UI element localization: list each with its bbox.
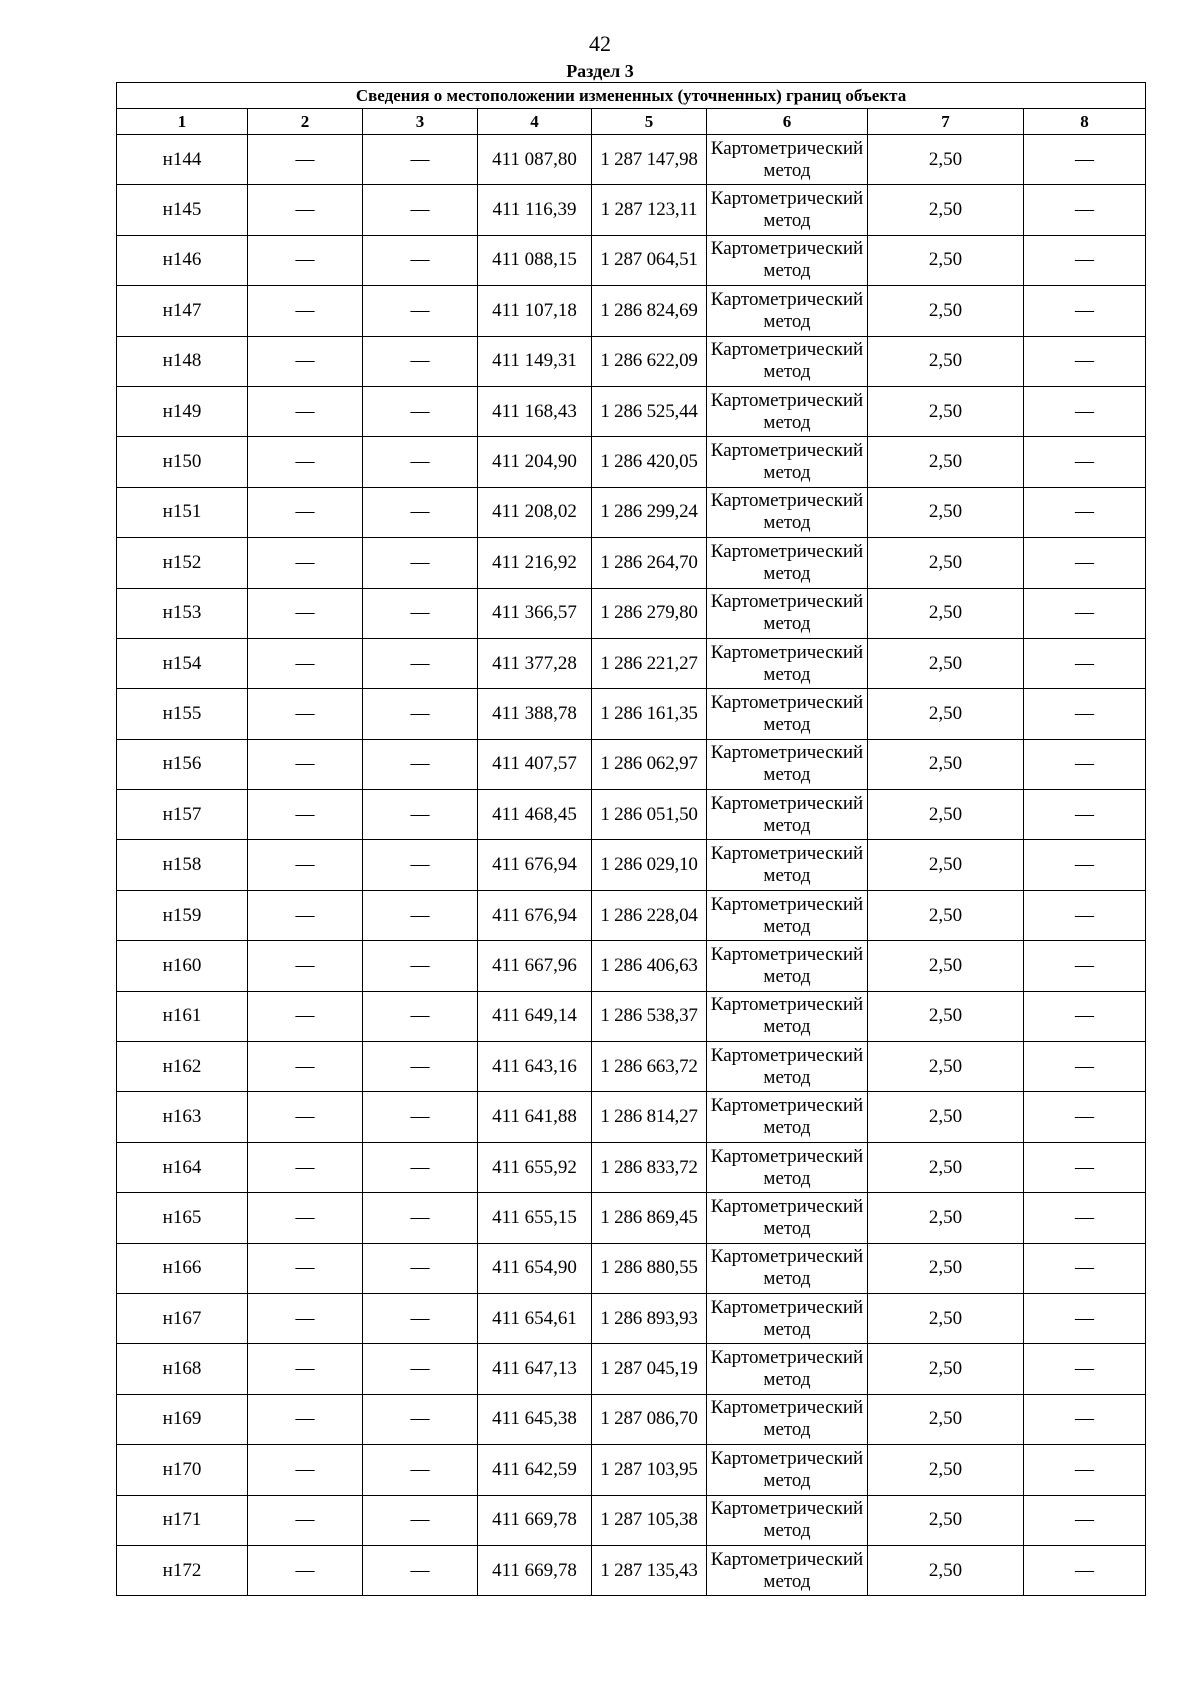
x-coordinate-cell: 411 088,15: [478, 235, 592, 285]
y-coordinate-cell: 1 286 622,09: [592, 336, 707, 386]
point-number-cell: н172: [117, 1545, 248, 1595]
point-number-cell: н152: [117, 538, 248, 588]
y-coordinate-cell: 1 286 279,80: [592, 588, 707, 638]
column-3-cell: —: [363, 588, 478, 638]
accuracy-cell: 2,50: [868, 1344, 1024, 1394]
table-row: [117, 538, 1146, 588]
column-3-cell: —: [363, 185, 478, 235]
accuracy-cell: 2,50: [868, 1495, 1024, 1545]
column-8-cell: —: [1024, 1293, 1146, 1343]
column-2-cell: —: [248, 135, 363, 185]
column-2-cell: —: [248, 235, 363, 285]
method-cell: Картометрический метод: [707, 437, 868, 487]
method-cell: Картометрический метод: [707, 386, 868, 436]
column-3-cell: —: [363, 1394, 478, 1444]
column-2-cell: —: [248, 538, 363, 588]
column-2-cell: —: [248, 1193, 363, 1243]
x-coordinate-cell: 411 642,59: [478, 1445, 592, 1495]
column-8-cell: —: [1024, 386, 1146, 436]
accuracy-cell: 2,50: [868, 739, 1024, 789]
column-2-cell: —: [248, 689, 363, 739]
table-row: [117, 386, 1146, 436]
x-coordinate-cell: 411 655,92: [478, 1142, 592, 1192]
y-coordinate-cell: 1 286 880,55: [592, 1243, 707, 1293]
column-8-cell: —: [1024, 185, 1146, 235]
table-row: [117, 1042, 1146, 1092]
y-coordinate-cell: 1 287 147,98: [592, 135, 707, 185]
column-number: 6: [707, 109, 868, 135]
table-row: [117, 1394, 1146, 1444]
point-number-cell: н151: [117, 487, 248, 537]
column-2-cell: —: [248, 991, 363, 1041]
x-coordinate-cell: 411 208,02: [478, 487, 592, 537]
table-body: [117, 135, 1146, 1596]
table-row: [117, 588, 1146, 638]
column-number: 8: [1024, 109, 1146, 135]
point-number-cell: н164: [117, 1142, 248, 1192]
method-cell: Картометрический метод: [707, 336, 868, 386]
y-coordinate-cell: 1 286 264,70: [592, 538, 707, 588]
point-number-cell: н147: [117, 286, 248, 336]
method-cell: Картометрический метод: [707, 185, 868, 235]
table-row: [117, 235, 1146, 285]
accuracy-cell: 2,50: [868, 941, 1024, 991]
accuracy-cell: 2,50: [868, 1092, 1024, 1142]
accuracy-cell: 2,50: [868, 1445, 1024, 1495]
table-row: [117, 1445, 1146, 1495]
accuracy-cell: 2,50: [868, 538, 1024, 588]
coordinates-table: [116, 82, 1146, 1596]
method-cell: Картометрический метод: [707, 739, 868, 789]
method-cell: Картометрический метод: [707, 689, 868, 739]
column-number-row: [117, 109, 1146, 135]
table-row: [117, 890, 1146, 940]
x-coordinate-cell: 411 149,31: [478, 336, 592, 386]
method-cell: Картометрический метод: [707, 790, 868, 840]
column-3-cell: —: [363, 1142, 478, 1192]
y-coordinate-cell: 1 286 525,44: [592, 386, 707, 436]
table-row: [117, 941, 1146, 991]
column-8-cell: —: [1024, 1394, 1146, 1444]
point-number-cell: н144: [117, 135, 248, 185]
column-8-cell: —: [1024, 1545, 1146, 1595]
table-row: [117, 1293, 1146, 1343]
table-row: [117, 1545, 1146, 1595]
column-2-cell: —: [248, 1243, 363, 1293]
column-8-cell: —: [1024, 941, 1146, 991]
accuracy-cell: 2,50: [868, 1193, 1024, 1243]
column-2-cell: —: [248, 437, 363, 487]
column-3-cell: —: [363, 1243, 478, 1293]
column-number: 7: [868, 109, 1024, 135]
table-row: [117, 1092, 1146, 1142]
column-8-cell: —: [1024, 588, 1146, 638]
point-number-cell: н154: [117, 638, 248, 688]
column-2-cell: —: [248, 1142, 363, 1192]
method-cell: Картометрический метод: [707, 890, 868, 940]
accuracy-cell: 2,50: [868, 386, 1024, 436]
column-8-cell: —: [1024, 286, 1146, 336]
y-coordinate-cell: 1 287 105,38: [592, 1495, 707, 1545]
x-coordinate-cell: 411 107,18: [478, 286, 592, 336]
page-number: 42: [589, 31, 611, 56]
method-cell: Картометрический метод: [707, 135, 868, 185]
column-2-cell: —: [248, 286, 363, 336]
column-2-cell: —: [248, 1042, 363, 1092]
column-8-cell: —: [1024, 235, 1146, 285]
column-8-cell: —: [1024, 739, 1146, 789]
table-row: [117, 487, 1146, 537]
point-number-cell: н145: [117, 185, 248, 235]
method-cell: Картометрический метод: [707, 941, 868, 991]
accuracy-cell: 2,50: [868, 185, 1024, 235]
point-number-cell: н155: [117, 689, 248, 739]
table-row: [117, 286, 1146, 336]
table-row: [117, 1495, 1146, 1545]
point-number-cell: н146: [117, 235, 248, 285]
column-3-cell: —: [363, 336, 478, 386]
table-row: [117, 1193, 1146, 1243]
column-number: 3: [363, 109, 478, 135]
column-number: 4: [478, 109, 592, 135]
column-8-cell: —: [1024, 437, 1146, 487]
column-2-cell: —: [248, 336, 363, 386]
y-coordinate-cell: 1 286 062,97: [592, 739, 707, 789]
section-title: Раздел 3: [566, 61, 634, 81]
column-3-cell: —: [363, 487, 478, 537]
y-coordinate-cell: 1 286 228,04: [592, 890, 707, 940]
accuracy-cell: 2,50: [868, 1042, 1024, 1092]
table-row: [117, 1142, 1146, 1192]
table-row: [117, 689, 1146, 739]
column-8-cell: —: [1024, 689, 1146, 739]
column-8-cell: —: [1024, 1193, 1146, 1243]
column-2-cell: —: [248, 386, 363, 436]
column-2-cell: —: [248, 1293, 363, 1343]
accuracy-cell: 2,50: [868, 638, 1024, 688]
table-caption-row: [117, 83, 1146, 109]
column-number: 1: [117, 109, 248, 135]
point-number-cell: н170: [117, 1445, 248, 1495]
method-cell: Картометрический метод: [707, 991, 868, 1041]
accuracy-cell: 2,50: [868, 1293, 1024, 1343]
y-coordinate-cell: 1 286 221,27: [592, 638, 707, 688]
y-coordinate-cell: 1 287 064,51: [592, 235, 707, 285]
column-number: 5: [592, 109, 707, 135]
method-cell: Картометрический метод: [707, 487, 868, 537]
y-coordinate-cell: 1 287 045,19: [592, 1344, 707, 1394]
y-coordinate-cell: 1 286 538,37: [592, 991, 707, 1041]
point-number-cell: н171: [117, 1495, 248, 1545]
column-3-cell: —: [363, 1545, 478, 1595]
y-coordinate-cell: 1 287 135,43: [592, 1545, 707, 1595]
accuracy-cell: 2,50: [868, 890, 1024, 940]
x-coordinate-cell: 411 366,57: [478, 588, 592, 638]
point-number-cell: н165: [117, 1193, 248, 1243]
y-coordinate-cell: 1 286 161,35: [592, 689, 707, 739]
x-coordinate-cell: 411 168,43: [478, 386, 592, 436]
column-3-cell: —: [363, 1293, 478, 1343]
column-2-cell: —: [248, 1495, 363, 1545]
table-row: [117, 185, 1146, 235]
column-3-cell: —: [363, 538, 478, 588]
x-coordinate-cell: 411 647,13: [478, 1344, 592, 1394]
table-row: [117, 135, 1146, 185]
y-coordinate-cell: 1 286 814,27: [592, 1092, 707, 1142]
x-coordinate-cell: 411 116,39: [478, 185, 592, 235]
point-number-cell: н160: [117, 941, 248, 991]
x-coordinate-cell: 411 669,78: [478, 1545, 592, 1595]
column-8-cell: —: [1024, 638, 1146, 688]
method-cell: Картометрический метод: [707, 1293, 868, 1343]
point-number-cell: н156: [117, 739, 248, 789]
table-row: [117, 638, 1146, 688]
column-3-cell: —: [363, 739, 478, 789]
method-cell: Картометрический метод: [707, 1092, 868, 1142]
column-2-cell: —: [248, 941, 363, 991]
table-row: [117, 437, 1146, 487]
method-cell: Картометрический метод: [707, 1042, 868, 1092]
accuracy-cell: 2,50: [868, 235, 1024, 285]
column-3-cell: —: [363, 386, 478, 436]
column-8-cell: —: [1024, 538, 1146, 588]
y-coordinate-cell: 1 286 869,45: [592, 1193, 707, 1243]
x-coordinate-cell: 411 407,57: [478, 739, 592, 789]
method-cell: Картометрический метод: [707, 235, 868, 285]
column-8-cell: —: [1024, 991, 1146, 1041]
column-2-cell: —: [248, 588, 363, 638]
point-number-cell: н161: [117, 991, 248, 1041]
column-8-cell: —: [1024, 790, 1146, 840]
point-number-cell: н166: [117, 1243, 248, 1293]
point-number-cell: н163: [117, 1092, 248, 1142]
column-2-cell: —: [248, 1394, 363, 1444]
accuracy-cell: 2,50: [868, 1142, 1024, 1192]
accuracy-cell: 2,50: [868, 790, 1024, 840]
y-coordinate-cell: 1 286 420,05: [592, 437, 707, 487]
column-8-cell: —: [1024, 135, 1146, 185]
table-row: [117, 991, 1146, 1041]
point-number-cell: н162: [117, 1042, 248, 1092]
method-cell: Картометрический метод: [707, 588, 868, 638]
x-coordinate-cell: 411 655,15: [478, 1193, 592, 1243]
column-8-cell: —: [1024, 1142, 1146, 1192]
y-coordinate-cell: 1 286 051,50: [592, 790, 707, 840]
column-2-cell: —: [248, 739, 363, 789]
column-3-cell: —: [363, 1445, 478, 1495]
method-cell: Картометрический метод: [707, 1394, 868, 1444]
point-number-cell: н159: [117, 890, 248, 940]
accuracy-cell: 2,50: [868, 336, 1024, 386]
x-coordinate-cell: 411 087,80: [478, 135, 592, 185]
accuracy-cell: 2,50: [868, 487, 1024, 537]
column-2-cell: —: [248, 840, 363, 890]
column-8-cell: —: [1024, 1445, 1146, 1495]
column-number: 2: [248, 109, 363, 135]
point-number-cell: н149: [117, 386, 248, 436]
table-row: [117, 1344, 1146, 1394]
method-cell: Картометрический метод: [707, 1445, 868, 1495]
method-cell: Картометрический метод: [707, 1344, 868, 1394]
y-coordinate-cell: 1 286 824,69: [592, 286, 707, 336]
y-coordinate-cell: 1 287 123,11: [592, 185, 707, 235]
method-cell: Картометрический метод: [707, 1142, 868, 1192]
column-2-cell: —: [248, 487, 363, 537]
column-8-cell: —: [1024, 1092, 1146, 1142]
y-coordinate-cell: 1 286 299,24: [592, 487, 707, 537]
column-8-cell: —: [1024, 890, 1146, 940]
column-3-cell: —: [363, 437, 478, 487]
point-number-cell: н153: [117, 588, 248, 638]
method-cell: Картометрический метод: [707, 840, 868, 890]
column-8-cell: —: [1024, 840, 1146, 890]
x-coordinate-cell: 411 669,78: [478, 1495, 592, 1545]
x-coordinate-cell: 411 676,94: [478, 890, 592, 940]
column-3-cell: —: [363, 1042, 478, 1092]
method-cell: Картометрический метод: [707, 1545, 868, 1595]
y-coordinate-cell: 1 286 893,93: [592, 1293, 707, 1343]
x-coordinate-cell: 411 676,94: [478, 840, 592, 890]
column-2-cell: —: [248, 638, 363, 688]
accuracy-cell: 2,50: [868, 437, 1024, 487]
method-cell: Картометрический метод: [707, 1243, 868, 1293]
point-number-cell: н157: [117, 790, 248, 840]
x-coordinate-cell: 411 216,92: [478, 538, 592, 588]
column-3-cell: —: [363, 689, 478, 739]
table-caption: Сведения о местоположении измененных (уточненных) границ объекта: [117, 83, 1146, 109]
point-number-cell: н150: [117, 437, 248, 487]
column-3-cell: —: [363, 1344, 478, 1394]
point-number-cell: н167: [117, 1293, 248, 1343]
method-cell: Картометрический метод: [707, 286, 868, 336]
method-cell: Картометрический метод: [707, 1495, 868, 1545]
column-2-cell: —: [248, 185, 363, 235]
x-coordinate-cell: 411 377,28: [478, 638, 592, 688]
x-coordinate-cell: 411 649,14: [478, 991, 592, 1041]
column-3-cell: —: [363, 1092, 478, 1142]
x-coordinate-cell: 411 388,78: [478, 689, 592, 739]
column-8-cell: —: [1024, 487, 1146, 537]
table-row: [117, 336, 1146, 386]
column-3-cell: —: [363, 1193, 478, 1243]
column-2-cell: —: [248, 1445, 363, 1495]
table-row: [117, 739, 1146, 789]
x-coordinate-cell: 411 645,38: [478, 1394, 592, 1444]
table-row: [117, 840, 1146, 890]
accuracy-cell: 2,50: [868, 135, 1024, 185]
column-2-cell: —: [248, 1545, 363, 1595]
y-coordinate-cell: 1 287 103,95: [592, 1445, 707, 1495]
column-2-cell: —: [248, 790, 363, 840]
y-coordinate-cell: 1 286 406,63: [592, 941, 707, 991]
accuracy-cell: 2,50: [868, 991, 1024, 1041]
column-8-cell: —: [1024, 1243, 1146, 1293]
accuracy-cell: 2,50: [868, 1243, 1024, 1293]
accuracy-cell: 2,50: [868, 689, 1024, 739]
column-8-cell: —: [1024, 1042, 1146, 1092]
accuracy-cell: 2,50: [868, 1394, 1024, 1444]
method-cell: Картометрический метод: [707, 638, 868, 688]
column-3-cell: —: [363, 235, 478, 285]
x-coordinate-cell: 411 204,90: [478, 437, 592, 487]
x-coordinate-cell: 411 643,16: [478, 1042, 592, 1092]
column-3-cell: —: [363, 941, 478, 991]
point-number-cell: н169: [117, 1394, 248, 1444]
column-3-cell: —: [363, 638, 478, 688]
table-row: [117, 790, 1146, 840]
column-8-cell: —: [1024, 1344, 1146, 1394]
column-3-cell: —: [363, 286, 478, 336]
accuracy-cell: 2,50: [868, 286, 1024, 336]
method-cell: Картометрический метод: [707, 538, 868, 588]
x-coordinate-cell: 411 468,45: [478, 790, 592, 840]
accuracy-cell: 2,50: [868, 588, 1024, 638]
column-3-cell: —: [363, 890, 478, 940]
y-coordinate-cell: 1 286 833,72: [592, 1142, 707, 1192]
column-2-cell: —: [248, 890, 363, 940]
column-8-cell: —: [1024, 336, 1146, 386]
column-3-cell: —: [363, 991, 478, 1041]
column-2-cell: —: [248, 1344, 363, 1394]
column-3-cell: —: [363, 135, 478, 185]
point-number-cell: н148: [117, 336, 248, 386]
column-8-cell: —: [1024, 1495, 1146, 1545]
point-number-cell: н158: [117, 840, 248, 890]
y-coordinate-cell: 1 286 663,72: [592, 1042, 707, 1092]
x-coordinate-cell: 411 667,96: [478, 941, 592, 991]
accuracy-cell: 2,50: [868, 840, 1024, 890]
x-coordinate-cell: 411 641,88: [478, 1092, 592, 1142]
table-row: [117, 1243, 1146, 1293]
column-3-cell: —: [363, 790, 478, 840]
x-coordinate-cell: 411 654,61: [478, 1293, 592, 1343]
y-coordinate-cell: 1 286 029,10: [592, 840, 707, 890]
column-3-cell: —: [363, 840, 478, 890]
column-2-cell: —: [248, 1092, 363, 1142]
y-coordinate-cell: 1 287 086,70: [592, 1394, 707, 1444]
column-3-cell: —: [363, 1495, 478, 1545]
x-coordinate-cell: 411 654,90: [478, 1243, 592, 1293]
method-cell: Картометрический метод: [707, 1193, 868, 1243]
accuracy-cell: 2,50: [868, 1545, 1024, 1595]
point-number-cell: н168: [117, 1344, 248, 1394]
